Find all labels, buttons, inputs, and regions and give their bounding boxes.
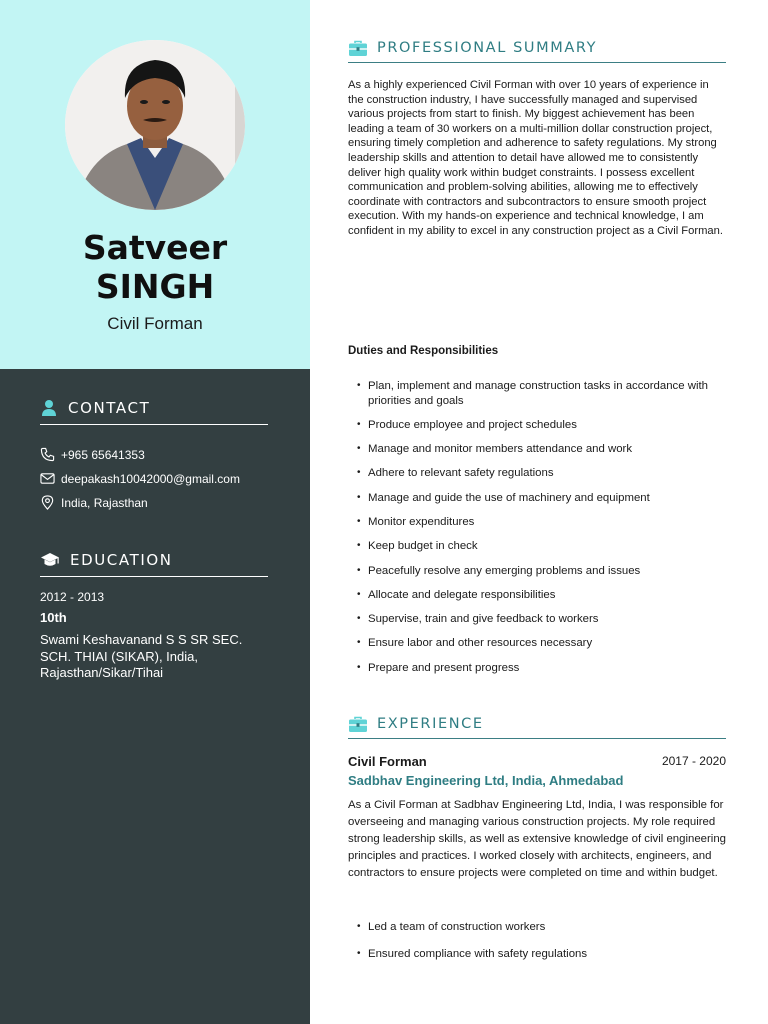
experience-company: Sadbhav Engineering Ltd, India, Ahmedabad xyxy=(348,773,624,788)
phone-text[interactable]: +965 65641353 xyxy=(61,447,145,462)
sidebar xyxy=(0,369,310,1024)
email-text[interactable]: deepakash10042000@gmail.com xyxy=(61,471,240,486)
briefcase-icon xyxy=(348,716,368,733)
location-pin-icon xyxy=(40,495,55,510)
education-school: Swami Keshavanand S S SR SEC. SCH. THIAI (SIKAR), India, Rajasthan/Sikar/Tihai xyxy=(40,632,243,680)
contact-heading-label: CONTACT xyxy=(68,399,151,417)
experience-list xyxy=(348,920,726,973)
list-item: • Manage and guide the use of machinery and equipment xyxy=(348,491,726,506)
education-level: 10th xyxy=(40,610,67,625)
job-title: Civil Forman xyxy=(107,314,203,333)
summary-text: As a highly experienced Civil Forman with over 10 years of experience in the construction industry, I have successfully managed and supervised various projects from start to finish. My biggest achievement has been leading a team of 30 workers on a multi-million dollar construction project, ensuring timely completion and adherence to safety regulations. My strong leadership skills and attention to detail have allowed me to consistently deliver high quality work within budget constraints. I possess excellent communication and problem-solving abilities, allowing me to effectively coordinate with contractors and subcontractors to ensure smooth project execution. With my hands-on experience and technical knowledge, I am confident in my ability to excel in any construction project as a Civil Forman. xyxy=(348,79,723,237)
list-item: • Supervise, train and give feedback to workers xyxy=(348,612,726,627)
last-name: SINGH xyxy=(95,267,215,306)
person-icon xyxy=(40,399,58,417)
first-name: Satveer xyxy=(82,228,228,267)
experience-heading xyxy=(348,712,726,739)
briefcase-icon xyxy=(348,40,368,57)
education-heading xyxy=(40,548,268,577)
list-item: • Monitor expenditures xyxy=(348,515,726,530)
list-item: • Peacefully resolve any emerging problems and issues xyxy=(348,564,726,579)
profile-photo-image xyxy=(65,40,245,210)
contact-heading xyxy=(40,396,268,425)
profile-photo xyxy=(65,40,245,210)
list-item: • Ensured compliance with safety regulations xyxy=(348,947,726,962)
list-item: • Plan, implement and manage construction tasks in accordance with priorities and goals xyxy=(348,379,726,408)
graduation-cap-icon xyxy=(40,551,60,569)
list-item: • Allocate and delegate responsibilities xyxy=(348,588,726,603)
contact-phone xyxy=(40,447,145,462)
experience-years: 2017 - 2020 xyxy=(661,754,726,768)
profile-panel xyxy=(0,0,310,369)
duties-heading: Duties and Responsibilities xyxy=(348,345,499,357)
contact-location xyxy=(40,495,148,510)
duties-list xyxy=(348,379,726,685)
education-heading-label: EDUCATION xyxy=(70,551,173,569)
list-item: • Manage and monitor members attendance and work xyxy=(348,442,726,457)
summary-heading xyxy=(348,36,726,63)
list-item: • Led a team of construction workers xyxy=(348,920,726,935)
list-item: • Keep budget in check xyxy=(348,539,726,554)
mail-icon xyxy=(40,471,55,486)
list-item: • Produce employee and project schedules xyxy=(348,418,726,433)
experience-description: As a Civil Forman at Sadbhav Engineering Ltd, India, I was responsible for overseeing and managing various construction projects. My role required strong leadership skills, as well as extensive knowledge of civil engineering principles and practices. I worked closely with architects, engineers, and contractors to ensure projects were completed on time and within budget. xyxy=(348,799,726,879)
list-item: • Ensure labor and other resources necessary xyxy=(348,636,726,651)
contact-email xyxy=(40,471,240,486)
list-item: • Prepare and present progress xyxy=(348,661,726,676)
phone-icon xyxy=(40,447,55,462)
experience-role: Civil Forman xyxy=(348,754,427,769)
list-item: • Adhere to relevant safety regulations xyxy=(348,466,726,481)
location-text: India, Rajasthan xyxy=(61,495,148,510)
summary-heading-label: PROFESSIONAL SUMMARY xyxy=(377,40,598,56)
experience-heading-label: EXPERIENCE xyxy=(377,716,484,732)
education-years: 2012 - 2013 xyxy=(40,590,105,604)
